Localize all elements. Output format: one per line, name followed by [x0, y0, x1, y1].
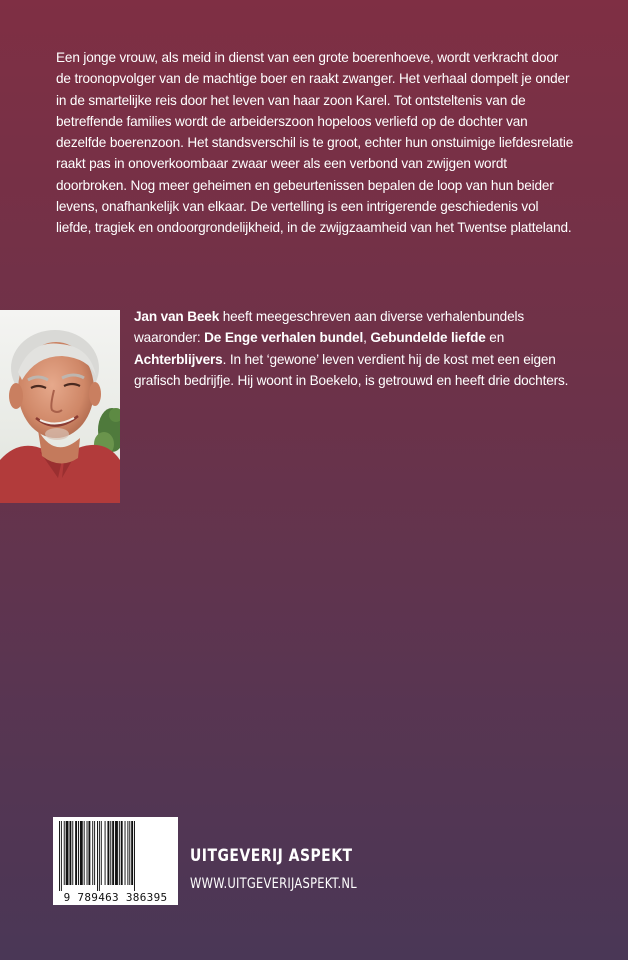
- isbn-number: 9 789463 386395: [63, 891, 168, 904]
- isbn-barcode: [53, 817, 178, 905]
- author-photo: [0, 310, 120, 503]
- bio-separator-2: en: [485, 330, 505, 346]
- barcode-bars: [59, 821, 172, 891]
- book-title-1: De Enge verhalen bundel: [204, 330, 364, 346]
- bio-separator-1: ,: [363, 330, 371, 346]
- bio-intro: heeft meegeschreven aan diverse verhalenbundels waaronder:: [134, 309, 525, 346]
- author-name: Jan van Beek: [134, 309, 220, 324]
- book-blurb: Een jonge vrouw, als meid in dienst van een grote boerenhoeve, wordt verkracht door de troonopvolger van de machtige boer en raakt zwanger. Het verhaal dompelt je onder in de smartelijke reis door het leven van haar zoon Karel. Tot ontsteltenis van de betreffende families wordt de arbeiderszoon hopeloos verliefd op de dochter van dezelfde boerenzoon. Het standsverschil is te groot, echter hun onstuimige liefdesrelatie raakt pas in onoverkoombaar zwaar weer als een verbond van zwijgen wordt doorbroken. Nog meer geheimen en gebeurtenissen bepalen de loop van hun beider levens, onafhankelijk van elkaar. De vertelling is een intrigerende geschiedenis vol liefde, tragiek en ondoorgrondelijkheid, in de zwijgzaamheid van het Twentse platteland.: [56, 50, 574, 236]
- bio-rest: . In het ‘gewone’ leven verdient hij de kost met een eigen grafisch bedrijfje. Hij woont in Boekelo, is getrouwd en heeft drie dochters.: [134, 351, 569, 388]
- book-title-3: Achterblijvers: [134, 351, 223, 367]
- publisher-website: WWW.UITGEVERIJASPEKT.NL: [190, 876, 357, 892]
- publisher-name: UITGEVERIJ ASPEKT: [190, 846, 353, 866]
- book-title-2: Gebundelde liefde: [370, 330, 486, 346]
- author-bio: [134, 306, 578, 391]
